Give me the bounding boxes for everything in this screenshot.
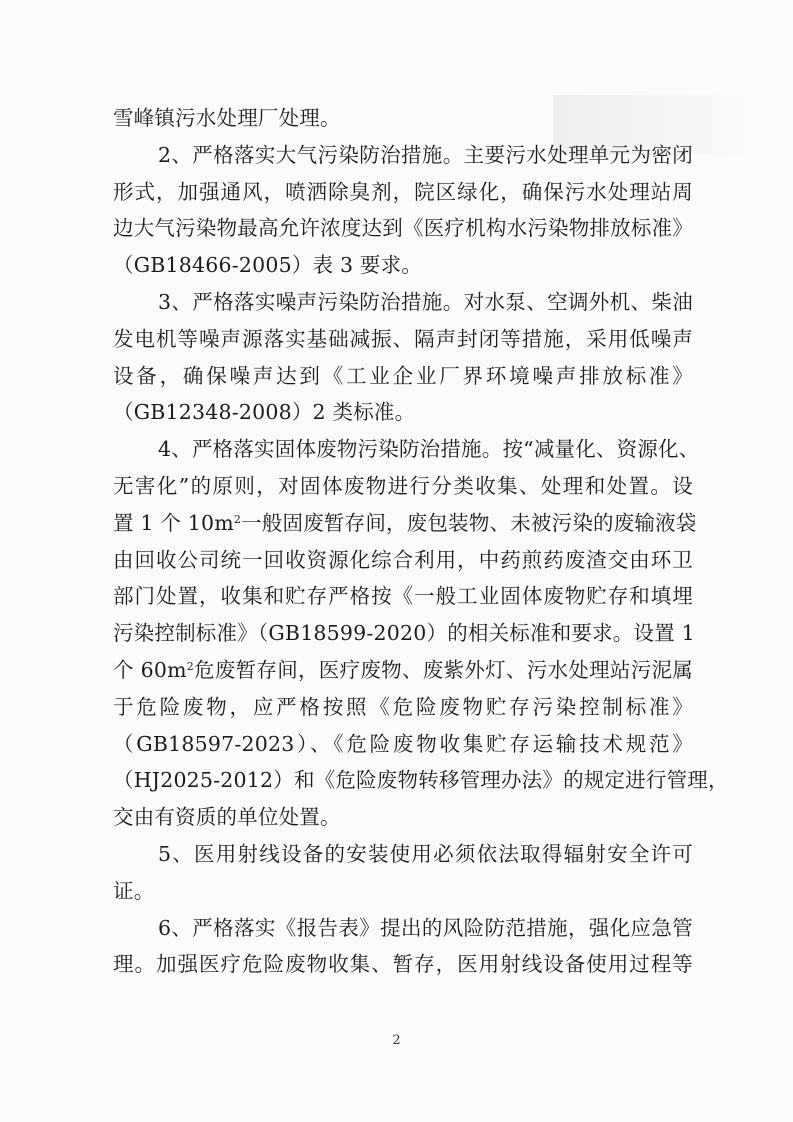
text-line: 4、严格落实固体废物污染防治措施。按“减量化、资源化、 [158, 437, 700, 462]
text-segment: 一般固废暂存间，废包装物、未被污染的废输液袋 [241, 510, 697, 535]
body-text [113, 100, 729, 983]
text-line: 发电机等噪声源落实基础减振、隔声封闭等措施，采用低噪声 [113, 326, 693, 351]
text-line: （GB18597-2023）、《危险废物收集贮存运输技术规范》 [113, 731, 693, 756]
text-line: 边大气污染物最高允许浓度达到《医疗机构水污染物排放标准》 [113, 216, 693, 241]
text-segment: 个 60m [113, 657, 187, 682]
page-number: 2 [392, 1033, 401, 1048]
text-line: 污染控制标准》（GB18599-2020）的相关标准和要求。设置 1 [113, 621, 695, 646]
text-line: （HJ2025-2012）和《危险废物转移管理办法》的规定进行管理， [113, 768, 729, 793]
text-line: 部门处置，收集和贮存严格按《一般工业固体废物贮存和填埋 [113, 584, 693, 609]
text-line: 由回收公司统一回收资源化综合利用，中药煎药废渣交由环卫 [113, 547, 693, 572]
text-segment: 置 1 个 10m [113, 510, 234, 535]
text-line: （GB18466-2005）表 3 要求。 [113, 253, 423, 278]
text-line: 雪峰镇污水处理厂处理。 [113, 106, 341, 130]
text-line: 5、医用射线设备的安装使用必须依法取得辐射安全许可 [158, 841, 693, 866]
text-line: 形式，加强通风，喷洒除臭剂，院区绿化，确保污水处理站周 [113, 179, 693, 204]
text-line: 2、严格落实大气污染防治措施。主要污水处理单元为密闭 [158, 142, 693, 167]
text-line: 于危险废物，应严格按照《危险废物贮存污染控制标准》 [113, 694, 693, 719]
text-line: （GB12348-2008）2 类标准。 [113, 400, 416, 425]
text-line [113, 652, 693, 689]
text-line: 6、严格落实《报告表》提出的风险防范措施，强化应急管 [158, 915, 693, 940]
text-line: 无害化”的原则，对固体废物进行分类收集、处理和处置。设 [113, 473, 693, 498]
text-line: 3、严格落实噪声污染防治措施。对水泵、空调外机、柴油 [158, 289, 693, 314]
text-line: 交由有资质的单位处置。 [113, 805, 341, 830]
superscript: 2 [233, 512, 242, 526]
superscript: 2 [186, 659, 194, 673]
text-line [113, 505, 697, 542]
text-line: 理。加强医疗危险废物收集、暂存，医用射线设备使用过程等 [113, 952, 693, 977]
text-segment: 危废暂存间，医疗废物、废紫外灯、污水处理站污泥属 [193, 657, 693, 682]
text-line: 设备，确保噪声达到《工业企业厂界环境噪声排放标准》 [113, 363, 693, 388]
text-line: 证。 [113, 878, 155, 903]
